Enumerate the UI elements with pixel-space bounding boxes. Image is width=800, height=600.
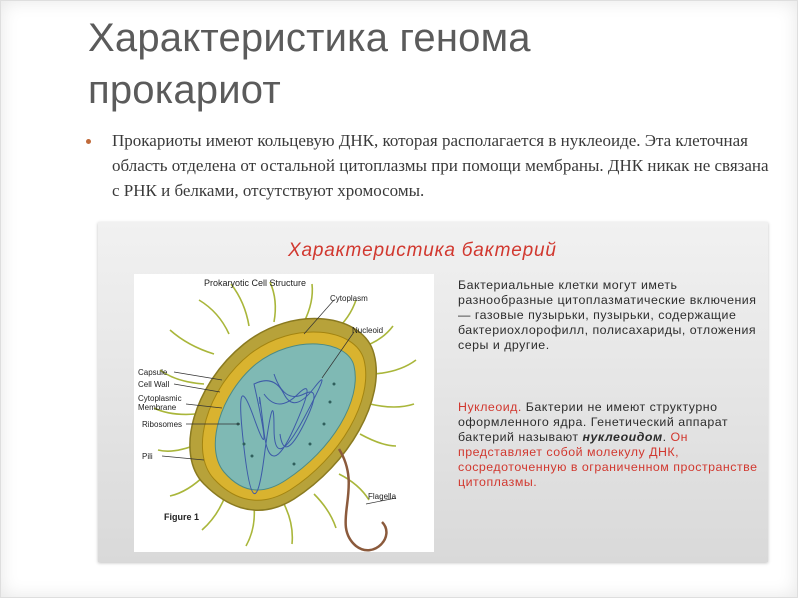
label-flagella: Flagella (368, 492, 397, 501)
figure-header: Prokaryotic Cell Structure (204, 278, 307, 288)
illustration-title: Характеристика бактерий (288, 240, 557, 261)
nucleoid-sentence-end: . (662, 430, 671, 444)
nucleoid-sentence: Бактерии не имеют структурно оформленного ядра. Генетический аппарат бактерий называют (458, 400, 729, 444)
cell-diagram (134, 274, 434, 552)
label-nucleoid: Nucleoid (352, 326, 384, 335)
label-pili: Pili (142, 452, 153, 461)
bacteria-illustration (98, 222, 768, 562)
label-ribosomes: Ribosomes (142, 420, 183, 429)
label-cytoplasm: Cytoplasm (330, 294, 368, 303)
nucleoid-word: нуклеоидом (582, 430, 663, 444)
inclusions-text: Бактериальные клетки могут иметь разнообразные цитоплазматические включения — газовые пузырьки, пузырьки, содержащие бактериохлорофилл, полисахариды, отложения серы и другие. (458, 278, 757, 352)
slide-title: Характеристика генома прокариот (88, 16, 531, 112)
label-cytoplasmic-membrane: Cytoplasmic Membrane (138, 394, 182, 412)
label-capsule: Capsule (138, 368, 168, 377)
nucleoid-term: Нуклеоид. (458, 400, 522, 414)
prokaryotic-cell-figure (134, 274, 434, 552)
figure-caption: Figure 1 (164, 512, 200, 522)
bullet-text: Прокариоты имеют кольцевую ДНК, которая располагается в нуклеоиде. Эта клеточная область отделена от остальной цитоплазмы при помощи мембраны. ДНК никак не связана с РНК и белками, отсутствуют хромосомы. (112, 131, 769, 200)
label-cell-wall: Cell Wall (138, 380, 170, 389)
nucleoid-dna-description: Он представляет собой молекулу ДНК, сосредоточенную в ограниченном пространстве цитоплазмы. (458, 430, 758, 489)
nucleoid-text (458, 400, 758, 490)
bullet-icon (86, 139, 91, 144)
